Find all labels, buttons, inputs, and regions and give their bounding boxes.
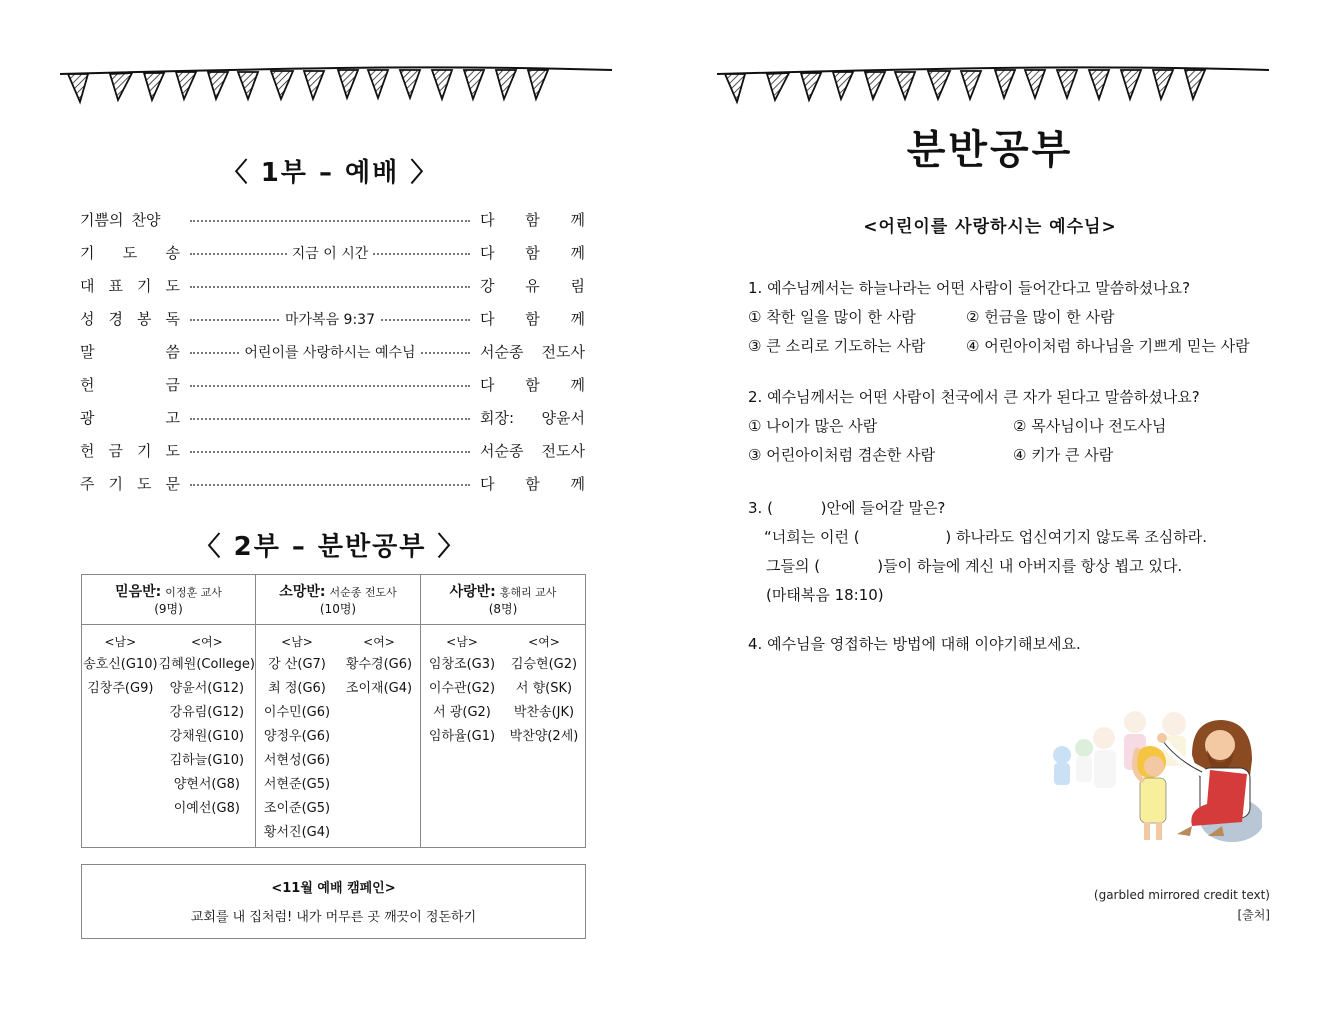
boys-list: [82, 631, 159, 847]
order-item-leader: 다 함 께: [480, 310, 585, 328]
order-item-leader: 강 유 림: [480, 277, 585, 295]
order-item: [80, 434, 585, 467]
image-credit: (garbled mirrored credit text) [출처]: [1093, 888, 1270, 922]
order-item-label: 대 표 기 도: [80, 277, 180, 295]
question-2-option-1: ① 나이가 많은 사람: [748, 417, 878, 435]
dotted-leader: [190, 474, 470, 494]
order-item: [80, 269, 585, 302]
class-roster-column: [256, 625, 421, 847]
boys-header: <남>: [281, 635, 313, 649]
dotted-leader: [190, 408, 470, 428]
girls-header: <여>: [363, 635, 395, 649]
order-item-label: 기 도 송: [80, 244, 180, 262]
jesus-with-children-illustration-icon: [1042, 700, 1262, 850]
student-name: 최 정(G6): [268, 681, 326, 696]
question-4: 4. 예수님을 영접하는 방법에 대해 이야기해보세요.: [748, 635, 1081, 653]
question-1-option-3: ③ 큰 소리로 기도하는 사람: [748, 337, 926, 355]
class-roster-column: [82, 625, 256, 847]
student-name: 강유림(G12): [169, 705, 245, 720]
campaign-text: 교회를 내 집처럼! 내가 머무른 곳 깨끗이 정돈하기: [190, 910, 477, 925]
order-item: [80, 368, 585, 401]
class-table-header: [82, 575, 585, 625]
dotted-leader: [190, 309, 470, 329]
student-name: 양정우(G6): [263, 729, 331, 744]
question-2: 2. 예수님께서는 어떤 사람이 천국에서 큰 자가 된다고 말씀하셨나요? ① 나이가 많은 사람 ② 목사님이나 전도사님 ③ 어린아이처럼 겸손한 사람 ④ 키가 큰 사람: [748, 383, 1263, 470]
question-3-reference: (마태복음 18:10): [766, 586, 884, 604]
lesson-subtitle: <어린이를 사랑하시는 예수님>: [863, 217, 1117, 237]
bunting-decoration-icon: [58, 62, 614, 107]
order-item-leader: 서순종 전도사: [480, 442, 585, 460]
student-name: 김창주(G9): [87, 681, 154, 696]
boys-list: [256, 631, 338, 847]
dotted-leader: [190, 276, 470, 296]
student-name: 서 향(SK): [515, 681, 573, 696]
student-name: 김하늘(G10): [169, 753, 245, 768]
order-item: [80, 236, 585, 269]
order-item-detail: 마가복음 9:37: [281, 309, 379, 329]
question-3: 3. ( )안에 들어갈 말은? “너희는 이런 ( ) 하나라도 업신여기지 않도록 조심하라. 그들의 ( )들이 하늘에 계신 내 아버지를 항상 뵙고 있다. (마태복음 18:10): [748, 494, 1263, 610]
student-name: 황서진(G4): [263, 825, 331, 840]
order-item-detail: 지금 이 시간: [288, 243, 373, 263]
student-name: 서현준(G5): [263, 777, 331, 792]
class-roster-table: [81, 574, 586, 848]
question-2-option-3: ③ 어린아이처럼 겸손한 사람: [748, 446, 936, 464]
girls-list: [159, 631, 255, 847]
page-title: 분반공부: [906, 127, 1074, 173]
question-1-option-2: ② 헌금을 많이 한 사람: [966, 308, 1115, 326]
campaign-title: <11월 예배 캠페인>: [271, 881, 396, 896]
order-item-label: 헌 금 기 도: [80, 442, 180, 460]
student-name: 황수경(G6): [345, 657, 413, 672]
order-item-leader: 다 함 께: [480, 211, 585, 229]
right-page: [660, 0, 1320, 1020]
question-list: [748, 274, 1263, 659]
dotted-leader: [190, 342, 470, 362]
student-name: 강채원(G10): [169, 729, 245, 744]
order-item: [80, 203, 585, 236]
order-item-label: 주 기 도 문: [80, 475, 180, 493]
student-name: 이수민(G6): [263, 705, 331, 720]
question-1: 1. 예수님께서는 하늘나라는 어떤 사람이 들어간다고 말씀하셨나요? ① 착한 일을 많이 한 사람 ② 헌금을 많이 한 사람 ③ 큰 소리로 기도하는 사람 ④ 어린아이처럼 하나님을 기쁘게 믿는 사람: [748, 274, 1263, 361]
order-item-leader: 다 함 께: [480, 376, 585, 394]
class-table-body: [82, 625, 585, 847]
student-name: 조이준(G5): [263, 801, 331, 816]
campaign-box: [81, 864, 586, 939]
order-item: [80, 467, 585, 500]
dotted-leader: [190, 210, 470, 230]
student-name: 강 산(G7): [268, 657, 326, 672]
girls-list: [338, 631, 420, 847]
student-name: 박찬송(JK): [513, 705, 575, 720]
student-name: 조이재(G4): [345, 681, 413, 696]
girls-header: <여>: [528, 635, 560, 649]
dotted-leader: [190, 375, 470, 395]
order-item: [80, 335, 585, 368]
class-roster-column: [421, 625, 585, 847]
order-item-label: 헌 금: [80, 376, 180, 394]
student-name: 서현성(G6): [263, 753, 331, 768]
order-item: [80, 302, 585, 335]
student-name: 김혜원(College): [158, 657, 255, 672]
class-header-faith: 믿음반: 이정훈 교사 (9명): [82, 575, 256, 624]
question-1-option-1: ① 착한 일을 많이 한 사람: [748, 308, 916, 326]
boys-header: <남>: [104, 635, 137, 649]
student-name: 이수관(G2): [428, 681, 496, 696]
student-name: 서 광(G2): [433, 705, 491, 720]
question-3-verse-line-1: “너희는 이런 ( ) 하나라도 업신여기지 않도록 조심하라.: [764, 528, 1207, 546]
worship-section-title: 〈 1부 – 예배 〉: [221, 158, 439, 188]
class-header-hope: 소망반: 서순종 전도사 (10명): [256, 575, 421, 624]
dotted-leader: [190, 441, 470, 461]
student-name: 송호신(G10): [83, 657, 158, 672]
order-item: [80, 401, 585, 434]
bunting-decoration-icon: [715, 62, 1271, 107]
girls-list: [503, 631, 585, 847]
class-header-love: 사랑반: 홍해리 교사 (8명): [449, 584, 557, 616]
student-name: 김승현(G2): [510, 657, 578, 672]
student-name: 양현서(G8): [173, 777, 240, 792]
order-item-detail: 어린이를 사랑하시는 예수님: [240, 342, 419, 362]
class-study-section-title: 〈 2부 – 분반공부 〉: [194, 532, 466, 562]
question-1-option-4: ④ 어린아이처럼 하나님을 기쁘게 믿는 사람: [966, 337, 1250, 355]
student-name: 박찬양(2세): [509, 729, 579, 744]
question-2-option-2: ② 목사님이나 전도사님: [1013, 417, 1167, 435]
girls-header: <여>: [190, 635, 223, 649]
order-item-leader: 다 함 께: [480, 475, 585, 493]
order-item-leader: 서순종 전도사: [480, 343, 585, 361]
question-3-verse-line-2: 그들의 ( )들이 하늘에 계신 내 아버지를 항상 뵙고 있다.: [766, 557, 1183, 575]
order-item-label: 말 씀: [80, 343, 180, 361]
order-of-service: [80, 203, 585, 500]
order-item-leader: 다 함 께: [480, 244, 585, 262]
student-name: 임하율(G1): [428, 729, 496, 744]
question-2-option-4: ④ 키가 큰 사람: [1013, 446, 1114, 464]
student-name: 양윤서(G12): [169, 681, 245, 696]
student-name: 이예선(G8): [173, 801, 240, 816]
order-item-label: 성 경 봉 독: [80, 310, 180, 328]
student-name: 임창조(G3): [428, 657, 496, 672]
order-item-label: 광 고: [80, 409, 180, 427]
boys-header: <남>: [446, 635, 478, 649]
order-item-label: 기쁨의 찬양: [80, 211, 161, 229]
boys-list: [421, 631, 503, 847]
dotted-leader: [190, 243, 470, 263]
order-item-leader: 회장: 양윤서: [480, 409, 585, 427]
